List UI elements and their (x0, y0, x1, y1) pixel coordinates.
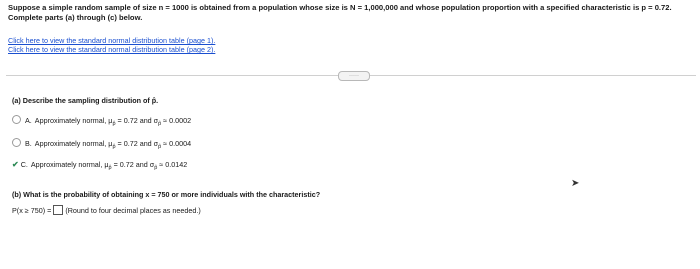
option-text: Approximately normal, μ (30, 160, 109, 169)
option-sd-value: ≈ 0.0002 (161, 116, 192, 125)
option-c[interactable] (12, 160, 187, 171)
part-a-question: (a) Describe the sampling distribution of p̂. (12, 96, 159, 105)
answer-input[interactable] (53, 205, 63, 215)
option-letter: A. (25, 116, 32, 125)
checkmark-icon: ✔ (12, 160, 19, 169)
option-mean-value: = 0.72 and σ (111, 160, 155, 169)
normal-table-page-1-link[interactable]: Click here to view the standard normal distribution table (page 1). (8, 36, 216, 45)
radio-icon[interactable] (12, 115, 21, 124)
sd-subscript: p̂ (158, 144, 162, 150)
rounding-hint: (Round to four decimal places as needed.) (65, 206, 201, 215)
option-mean-value: = 0.72 and σ (115, 116, 159, 125)
option-sd-value: ≈ 0.0004 (161, 139, 192, 148)
option-a[interactable] (12, 115, 191, 127)
part-b-question: (b) What is the probability of obtaining x = 750 or more individuals with the characteristic? (12, 190, 321, 199)
table-links (8, 36, 215, 54)
part-b-answer-row (12, 205, 201, 215)
mean-subscript: p̂ (112, 121, 116, 127)
sd-subscript: p̂ (158, 121, 162, 127)
probability-prefix: P(x ≥ 750) = (12, 206, 52, 215)
option-sd-value: ≈ 0.0142 (157, 160, 188, 169)
normal-table-page-2-link[interactable]: Click here to view the standard normal distribution table (page 2). (8, 45, 216, 54)
mean-subscript: p̂ (108, 165, 112, 171)
expand-more-button[interactable]: ····· (338, 71, 370, 81)
option-text: Approximately normal, μ (34, 139, 113, 148)
option-b[interactable] (12, 138, 191, 150)
option-text: Approximately normal, μ (34, 116, 113, 125)
option-mean-value: = 0.72 and σ (115, 139, 159, 148)
problem-statement: Suppose a simple random sample of size n = 1000 is obtained from a population whose size is N = 1,000,000 and whose population proportion with a specified characteristic is p = 0.72. Complete parts (a) through (c) below. (8, 3, 672, 22)
cursor-arrow-icon: ➤ (571, 178, 580, 189)
option-letter: B. (25, 139, 32, 148)
mean-subscript: p̂ (112, 144, 116, 150)
option-letter: C. (20, 160, 28, 169)
sd-subscript: p̂ (154, 165, 158, 171)
radio-icon[interactable] (12, 138, 21, 147)
